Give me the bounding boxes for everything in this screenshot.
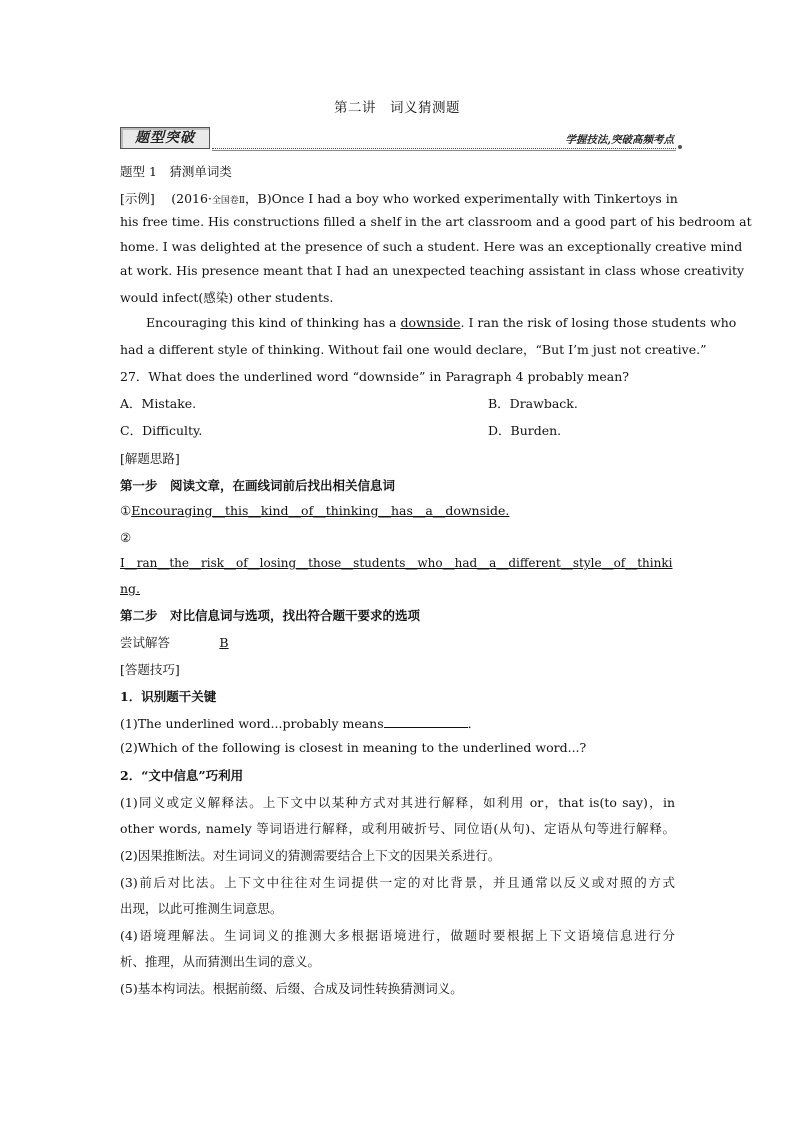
- method-5: (5)基本构词法。根据前缀、后缀、合成及词性转换猜测词义。: [120, 981, 463, 996]
- method-4-line-2: 析、推理，从而猜测出生词的意义。: [120, 954, 321, 969]
- option-a: A．Mistake.: [120, 396, 197, 411]
- method-2: (2)因果推断法。对生词词义的猜测需要结合上下文的因果关系进行。: [120, 848, 501, 863]
- analysis-item-1: [120, 503, 675, 518]
- skills-heading-2: 2．“文中信息”巧利用: [120, 768, 244, 783]
- option-b: B．Drawback.: [488, 396, 578, 411]
- banner-solid-rule: [212, 150, 676, 151]
- example-line-2: his free time. His constructions filled a shelf in the art classroom and a good part of his bedroom at: [120, 214, 752, 229]
- try-answer-row: [120, 633, 675, 651]
- question-text: 27．What does the underlined word “downside” in Paragraph 4 probably mean?: [120, 369, 630, 384]
- item-1-text: Encouraging__this__kind__of__thinking__has__a__downside.: [131, 503, 510, 518]
- analysis-step-2: 第二步 对比信息词与选项，找出符合题干要求的选项: [120, 608, 421, 623]
- skills-label: [答题技巧]: [120, 662, 180, 677]
- method-1-line-1: (1)同义或定义解释法。上下文中以某种方式对其进行解释，如利用 or，that is(to say)，in: [120, 795, 675, 810]
- analysis-item-2-marker: ②: [120, 530, 132, 545]
- example-paragraph-2-line-2: had a different style of thinking. Without fail one would declare，“But I’m just not creative.”: [120, 342, 707, 357]
- skills-question-1: (1)The underlined word...probably means ．: [120, 716, 481, 731]
- example-source-open: (2016·: [171, 191, 212, 206]
- item-1-marker: ①: [120, 503, 132, 518]
- section-heading: 题型 1 猜测单词类: [120, 164, 232, 179]
- banner-slogan: 学握技法,突破高频考点: [565, 134, 674, 146]
- skills-heading-1: 1．识别题干关键: [120, 689, 217, 704]
- analysis-item-2-line-2: ng.: [120, 581, 141, 596]
- method-3-line-1: (3)前后对比法。上下文中往往对生词提供一定的对比背景，并且通常以反义或对照的方式: [120, 875, 675, 890]
- answer-value: B: [219, 635, 229, 650]
- analysis-step-1: 第一步 阅读文章，在画线词前后找出相关信息词: [120, 478, 396, 493]
- answer-blank: [384, 715, 468, 728]
- skills-question-2: (2)Which of the following is closest in meaning to the underlined word...?: [120, 740, 587, 755]
- option-d: D．Burden.: [488, 423, 562, 438]
- example-source-mark: 全国卷Ⅱ: [211, 196, 246, 206]
- method-4-line-1: (4)语境理解法。生词词义的推测大多根据语境进行，做题时要根据上下文语境信息进行分: [120, 928, 675, 943]
- example-paragraph-2-line-1: Encouraging this kind of thinking has a downside. I ran the risk of losing those students who: [146, 315, 737, 330]
- example-source-close: ，B): [245, 191, 272, 206]
- try-answer-label: 尝试解答: [120, 635, 171, 650]
- banner-dotted-rule: [212, 148, 676, 149]
- example-label: [示例]: [120, 191, 155, 206]
- option-c: C．Difficulty.: [120, 423, 203, 438]
- banner-label: 题型突破: [120, 127, 210, 149]
- section-banner: [120, 125, 680, 153]
- example-line-1: [120, 189, 678, 207]
- page-title: 第二讲 词义猜测题: [334, 100, 460, 116]
- method-3-line-2: 出现，以此可推测生词意思。: [120, 901, 283, 916]
- example-line-3: home. I was delighted at the presence of such a student. Here was an exceptionally creative mind: [120, 239, 743, 254]
- analysis-label: [解题思路]: [120, 451, 180, 466]
- analysis-item-2-line-1: I__ran__the__risk__of__losing__those__students__who__had__a__different__style__of__thinki: [120, 556, 673, 570]
- method-1-line-2: other words, namely 等词语进行解释，或利用破折号、同位语(从句)、定语从句等进行解释。: [120, 821, 675, 836]
- example-line-4: at work. His presence meant that I had an unexpected teaching assistant in class whose creativity: [120, 263, 745, 278]
- example-text: Once I had a boy who worked experimentally with Tinkertoys in: [271, 191, 678, 206]
- banner-end-dot: [678, 145, 682, 149]
- example-line-5: would infect(感染) other students.: [120, 290, 334, 305]
- underlined-word: downside: [400, 315, 461, 330]
